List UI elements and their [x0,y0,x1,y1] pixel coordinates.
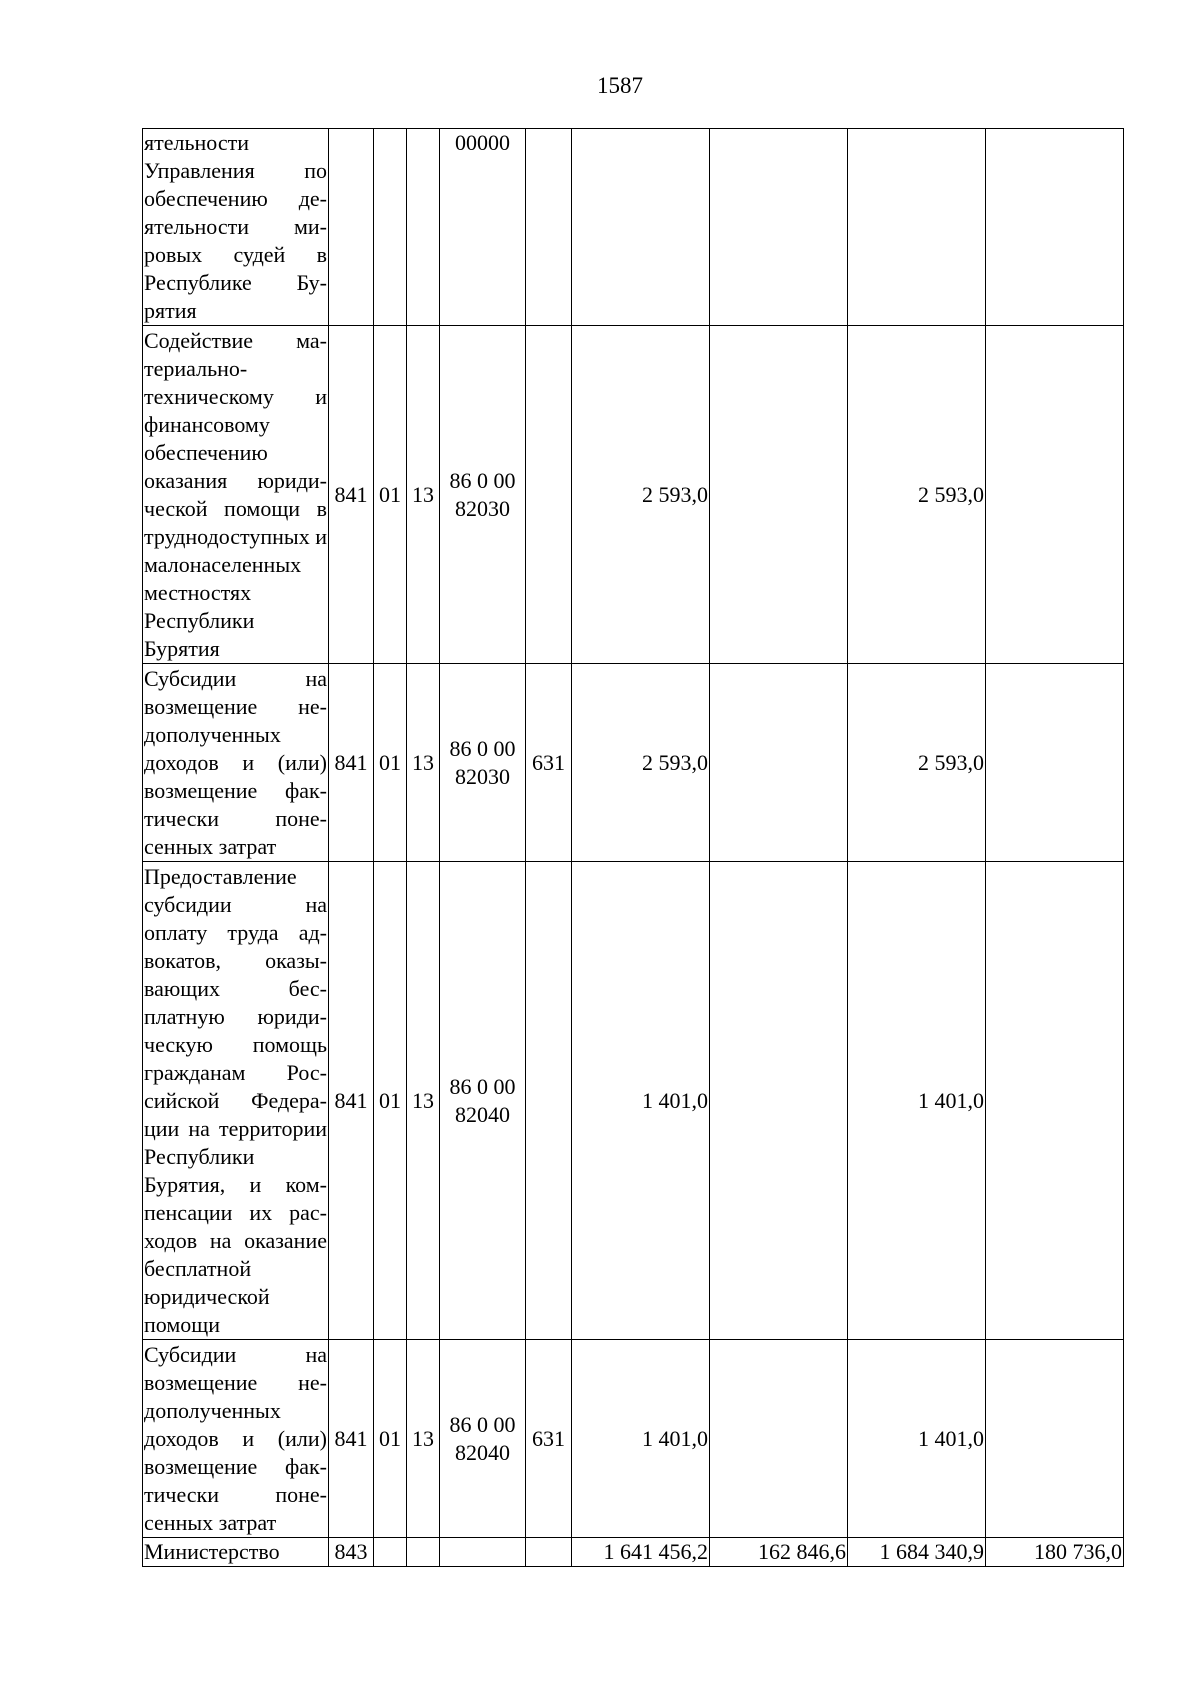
expense-type-cell [526,129,572,326]
amount-cell: 180 736,0 [986,1538,1124,1567]
amount-cell [986,664,1124,862]
expense-type-cell [526,326,572,664]
ministry-code-cell: 843 [329,1538,374,1567]
table-row [143,664,1124,862]
target-article-cell: 86 0 00 82040 [440,862,526,1340]
expense-name-cell: Содействие материально-техническому и финансовому обеспечению оказания юридической помощи в труднодоступных и малонаселенных местностях Республики Бурятия [143,326,329,664]
amount-cell: 1 641 456,2 [572,1538,710,1567]
expense-name-cell: Субсидии на возмещение недополученных доходов и (или) возмещение фактически понесенных затрат [143,664,329,862]
amount-cell [848,129,986,326]
target-article-cell: 86 0 00 82030 [440,326,526,664]
table-row [143,326,1124,664]
amount-cell [710,664,848,862]
expense-type-cell [526,1538,572,1567]
subsection-cell: 13 [407,664,440,862]
amount-cell: 1 401,0 [848,1340,986,1538]
table-row [143,1340,1124,1538]
subsection-cell: 13 [407,326,440,664]
target-article-cell: 86 0 00 82030 [440,664,526,862]
expense-name-cell: Министерство [143,1538,329,1567]
section-cell: 01 [374,664,407,862]
expense-name-cell: ятельности Управления по обеспечению деятельности мировых судей в Республике Бурятия [143,129,329,326]
ministry-code-cell [329,129,374,326]
amount-cell: 2 593,0 [572,326,710,664]
subsection-cell: 13 [407,1340,440,1538]
table-row [143,862,1124,1340]
amount-cell [710,326,848,664]
amount-cell [572,129,710,326]
expense-type-cell: 631 [526,1340,572,1538]
budget-table [142,128,1124,1567]
subsection-cell [407,129,440,326]
amount-cell [710,862,848,1340]
ministry-code-cell: 841 [329,862,374,1340]
table-row [143,1538,1124,1567]
expense-type-cell [526,862,572,1340]
target-article-cell: 86 0 00 82040 [440,1340,526,1538]
subsection-cell: 13 [407,862,440,1340]
amount-cell [986,862,1124,1340]
expense-name-cell: Предоставление субсидии на оплату труда адвокатов, оказывающих бесплатную юридическую помощь гражданам Российской Федерации на территории Республики Бурятия, и компенсации их расходов на оказание бесплатной юридической помощи [143,862,329,1340]
ministry-code-cell: 841 [329,664,374,862]
amount-cell [986,1340,1124,1538]
amount-cell: 1 401,0 [572,862,710,1340]
page-number: 1587 [597,73,643,98]
amount-cell: 162 846,6 [710,1538,848,1567]
amount-cell [710,129,848,326]
amount-cell: 1 684 340,9 [848,1538,986,1567]
amount-cell: 2 593,0 [848,664,986,862]
target-article-cell: 00000 [440,129,526,326]
section-cell [374,1538,407,1567]
section-cell: 01 [374,326,407,664]
target-article-cell [440,1538,526,1567]
subsection-cell [407,1538,440,1567]
amount-cell: 2 593,0 [572,664,710,862]
amount-cell: 1 401,0 [848,862,986,1340]
amount-cell [986,326,1124,664]
amount-cell: 2 593,0 [848,326,986,664]
section-cell: 01 [374,862,407,1340]
section-cell: 01 [374,1340,407,1538]
amount-cell: 1 401,0 [572,1340,710,1538]
expense-type-cell: 631 [526,664,572,862]
table-row [143,129,1124,326]
section-cell [374,129,407,326]
ministry-code-cell: 841 [329,326,374,664]
expense-name-cell: Субсидии на возмещение недополученных доходов и (или) возмещение фактически понесенных затрат [143,1340,329,1538]
amount-cell [986,129,1124,326]
ministry-code-cell: 841 [329,1340,374,1538]
amount-cell [710,1340,848,1538]
